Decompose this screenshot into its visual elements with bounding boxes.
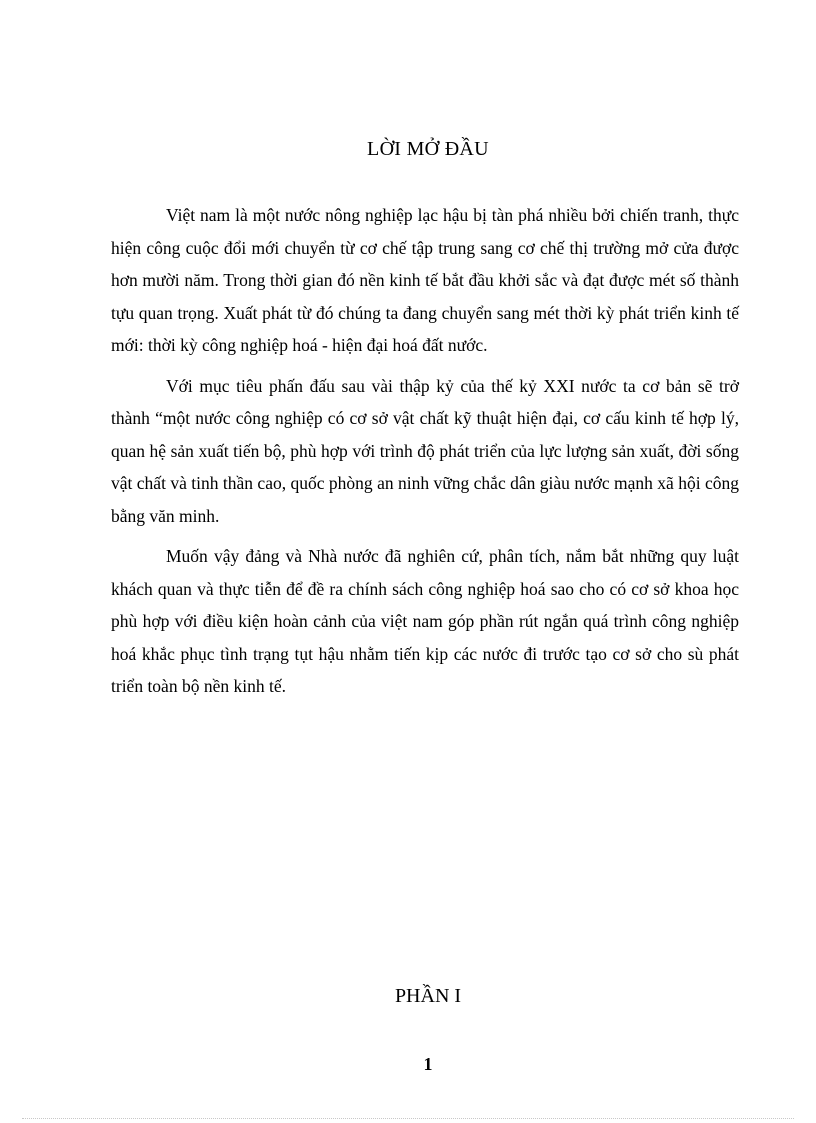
document-title: LỜI MỞ ĐẦU	[367, 138, 489, 160]
section-heading: PHẦN I	[394, 985, 462, 1007]
paragraph-policy: Muốn vậy đảng và Nhà nước đã nghiên cứ, phân tích, nắm bắt những quy luật khách quan và thực tiễn để đề ra chính sách công nghiệp hoá sao cho có cơ sở khoa học phù hợp với điều kiện hoàn cảnh của việt nam góp phần rút ngắn quá trình công nghiệp hoá khắc phục tình trạng tụt hậu nhằm tiến kịp các nước đi trước tạo cơ sở cho sù phát triển toàn bộ nền kinh tế.	[111, 546, 739, 696]
document-body	[111, 199, 739, 711]
page-number: 1	[423, 1054, 433, 1074]
paragraph-goal: Với mục tiêu phấn đấu sau vài thập kỷ của thế kỷ XXI nước ta cơ bản sẽ trở thành “một nước công nghiệp có cơ sở vật chất kỹ thuật hiện đại, cơ cấu kinh tế hợp lý, quan hệ sản xuất tiến bộ, phù hợp với trình độ phát triển của lực lượng sản xuất, đời sống vật chất và tinh thần cao, quốc phòng an ninh vững chắc dân giàu nước mạnh xã hội công bằng văn minh.	[111, 375, 739, 526]
paragraph-intro: Việt nam là một nước nông nghiệp lạc hậu bị tàn phá nhiều bởi chiến tranh, thực hiện công cuộc đổi mới chuyển từ cơ chế tập trung sang cơ chế thị trường mở cửa được hơn mười năm. Trong thời gian đó nền kinh tế bắt đầu khởi sắc và đạt được mét số thành tựu quan trọng. Xuất phát từ đó chúng ta đang chuyển sang mét thời kỳ phát triển kinh tế mới: thời kỳ công nghiệp hoá - hiện đại hoá đất nước.	[111, 205, 739, 355]
page-bottom-border	[22, 1118, 794, 1119]
